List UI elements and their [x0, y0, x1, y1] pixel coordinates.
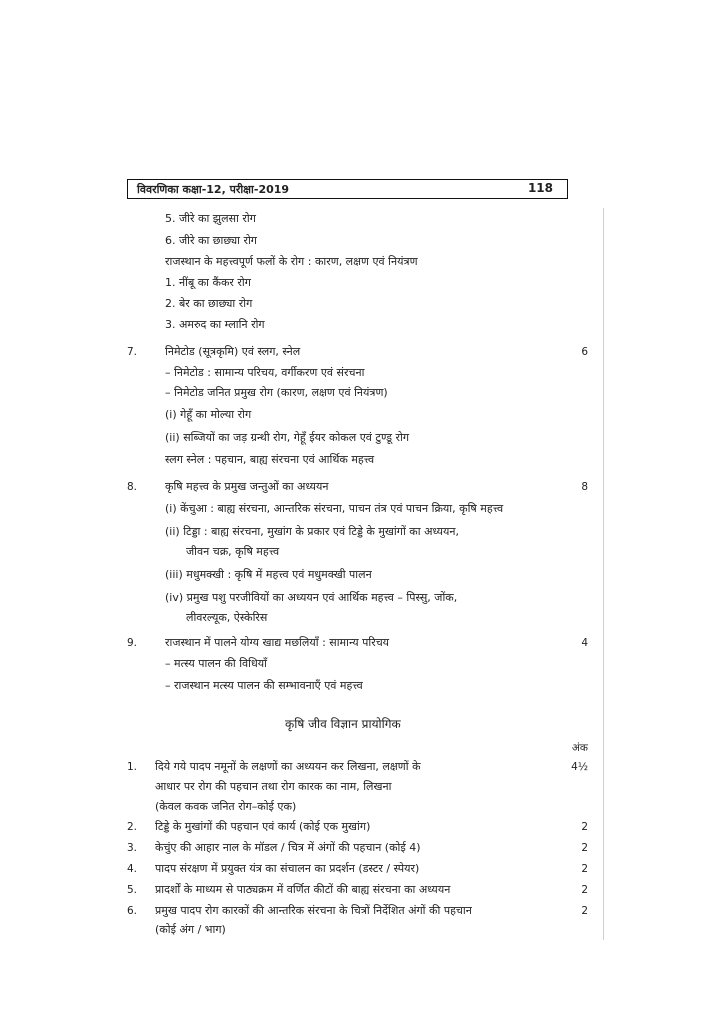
section-line: लीवरल्यूक, ऐस्केरिस — [186, 611, 268, 624]
practical-item-number: 4. — [127, 863, 138, 875]
practical-item-line: प्रमुख पादप रोग कारकों की आन्तरिक संरचना के चित्रों निर्देशित अंगों की पहचान — [155, 904, 472, 917]
practical-item-marks: 2 — [581, 842, 588, 854]
practical-item-marks: 2 — [581, 863, 588, 875]
section-line: (ii) टिड्डा : बाह्य संरचना, मुखांग के प्रकार एवं टिड्डे के मुखांगों का अध्ययन, — [165, 525, 460, 538]
practical-item-line: (कोई अंग / भाग) — [155, 923, 226, 936]
page-number: 118 — [527, 181, 553, 195]
section-line: (i) केंचुआ : बाह्य संरचना, आन्तरिक संरचना, पाचन तंत्र एवं पाचन क्रिया, कृषि महत्त्व — [165, 502, 504, 515]
section-line: – मत्स्य पालन की विधियाँ — [165, 657, 268, 670]
section-line: (iv) प्रमुख पशु परजीवियों का अध्ययन एवं आर्थिक महत्त्व – पिस्सु, जोंक, — [165, 591, 458, 604]
practical-item-line: दिये गये पादप नमूनों के लक्षणों का अध्ययन कर लिखना, लक्षणों के — [155, 760, 421, 773]
practical-item-line: पादप संरक्षण में प्रयुक्त यंत्र का संचालन का प्रदर्शन (डस्टर / स्पेयर) — [155, 862, 420, 875]
section-marks: 6 — [581, 346, 588, 358]
practical-item-marks: 2 — [581, 905, 588, 917]
practical-title: कृषि जीव विज्ञान प्रायोगिक — [285, 717, 401, 731]
practical-item-line: आधार पर रोग की पहचान तथा रोग कारक का नाम, लिखना — [155, 780, 392, 793]
list-item: 6. जीरे का छाछ्या रोग — [165, 234, 257, 247]
section-heading: निमेटोड (सूत्रकृमि) एवं स्लग, स्नेल — [165, 345, 301, 358]
practical-item-line: (केवल कवक जनित रोग–कोई एक) — [155, 800, 297, 813]
practical-item-number: 6. — [127, 905, 138, 917]
section-number: 9. — [127, 637, 138, 649]
list-item: राजस्थान के महत्त्वपूर्ण फलों के रोग : कारण, लक्षण एवं नियंत्रण — [165, 255, 418, 268]
list-item: 3. अमरुद का म्लानि रोग — [165, 318, 265, 331]
section-marks: 8 — [581, 481, 588, 493]
practical-item-line: टिड्डे के मुखांगों की पहचान एवं कार्य (कोई एक मुखांग) — [155, 820, 371, 833]
practical-item-marks: 4½ — [571, 761, 588, 773]
section-line: – राजस्थान मत्स्य पालन की सम्भावनाएँ एवं महत्त्व — [165, 679, 363, 692]
practical-item-number: 2. — [127, 821, 138, 833]
list-item: 1. नींबू का कैंकर रोग — [165, 276, 251, 289]
section-line: स्लग स्नेल : पहचान, बाह्य संरचना एवं आर्थिक महत्त्व — [165, 453, 375, 466]
section-number: 7. — [127, 346, 138, 358]
practical-item-number: 5. — [127, 884, 138, 896]
section-line: (i) गेहूँ का मोल्या रोग — [165, 408, 252, 421]
marks-header: अंक — [571, 742, 588, 754]
section-line: – निमेटोड जनित प्रमुख रोग (कारण, लक्षण एवं नियंत्रण) — [165, 386, 388, 399]
page-header — [127, 179, 568, 199]
section-line: – निमेटोड : सामान्य परिचय, वर्गीकरण एवं संरचना — [165, 366, 365, 379]
section-line: (iii) मधुमक्खी : कृषि में महत्त्व एवं मधुमक्खी पालन — [165, 568, 372, 581]
right-margin-rule — [603, 208, 604, 940]
section-marks: 4 — [581, 637, 588, 649]
practical-item-line: केचुंए की आहार नाल के मॉडल / चित्र में अंगों की पहचान (कोई 4) — [155, 841, 421, 854]
practical-item-line: प्रादर्शों के माध्यम से पाठ्यक्रम में वर्णित कीटों की बाह्य संरचना का अध्ययन — [155, 883, 451, 896]
practical-item-marks: 2 — [581, 884, 588, 896]
practical-item-marks: 2 — [581, 821, 588, 833]
section-heading: कृषि महत्त्व के प्रमुख जन्तुओं का अध्ययन — [165, 480, 329, 493]
practical-item-number: 1. — [127, 761, 138, 773]
section-heading: राजस्थान में पालने योग्य खाद्य मछलियाँ : सामान्य परिचय — [165, 636, 390, 649]
practical-item-number: 3. — [127, 842, 138, 854]
section-line: जीवन चक्र, कृषि महत्त्व — [186, 545, 280, 558]
list-item: 2. बेर का छाछ्या रोग — [165, 297, 253, 310]
list-item: 5. जीरे का झुलसा रोग — [165, 212, 256, 225]
header-title: विवरणिका कक्षा-12, परीक्षा-2019 — [137, 183, 290, 196]
section-line: (ii) सब्जियों का जड़ ग्रन्थी रोग, गेहूँ ईयर कोकल एवं टुण्डू रोग — [165, 431, 410, 444]
section-number: 8. — [127, 481, 138, 493]
